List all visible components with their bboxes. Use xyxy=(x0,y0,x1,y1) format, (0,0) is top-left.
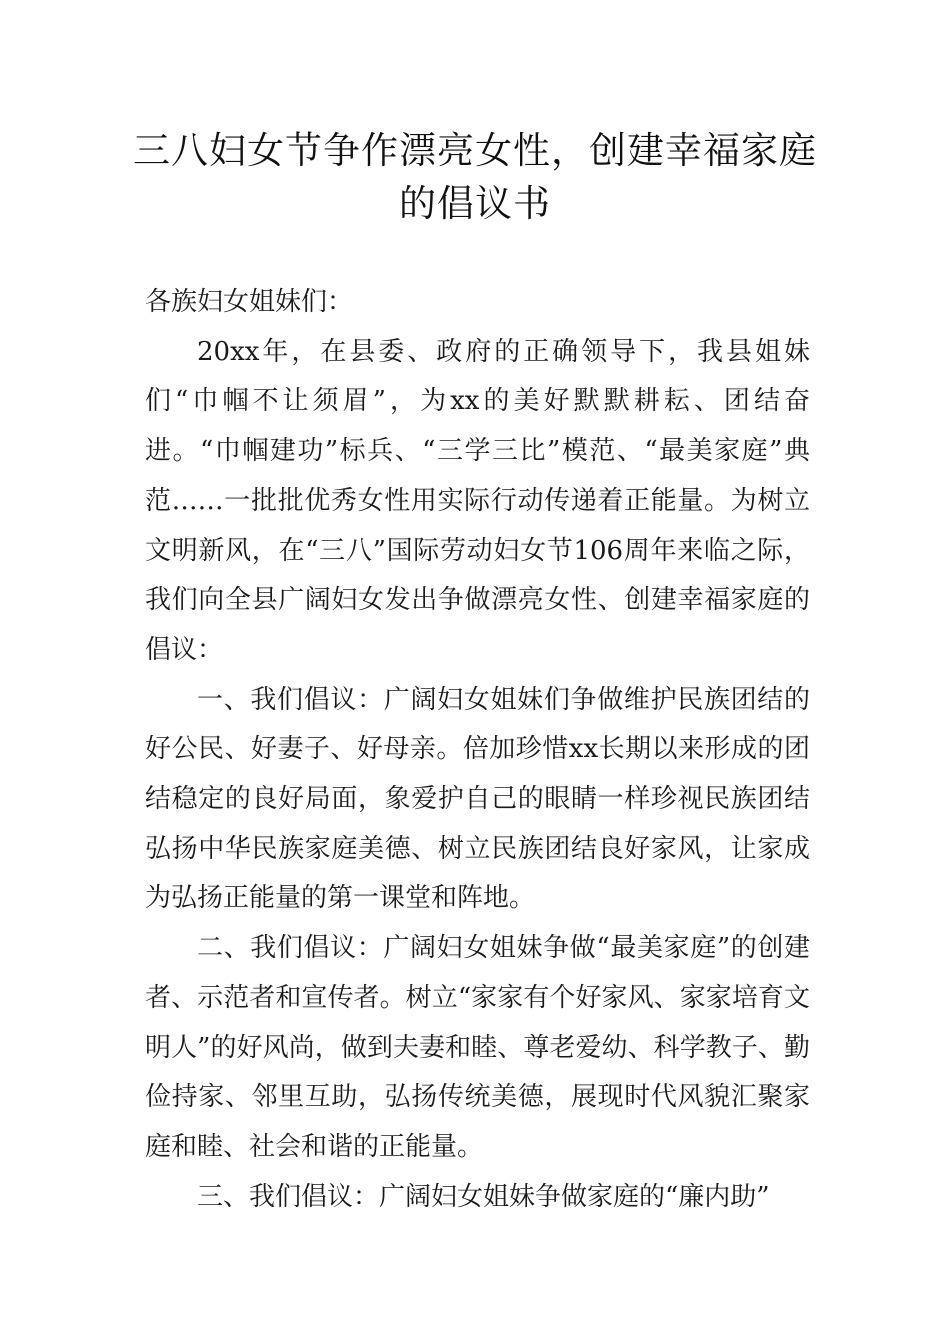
document-title xyxy=(120,124,830,230)
paragraph-proposal-2: 二、我们倡议：广阔妇女姐妹争做“最美家庭”的创建者、示范者和宣传者。树立“家家有个好家风、家家培育文明人”的好风尚，做到夫妻和睦、尊老爱幼、科学教子、勤俭持家、邻里互助，弘扬传统美德，展现时代风貌汇聚家庭和睦、社会和谐的正能量。 xyxy=(145,933,810,1162)
paragraph-proposal-3: 三、我们倡议：广阔妇女姐妹争做家庭的“廉内助” xyxy=(197,1181,770,1212)
title-line-2: 的倡议书 xyxy=(399,182,551,225)
document-body xyxy=(145,278,810,1222)
salutation: 各族妇女姐妹们： xyxy=(145,287,354,317)
title-line-1: 三八妇女节争作漂亮女性，创建幸福家庭 xyxy=(133,129,817,172)
paragraph-proposal-1: 一、我们倡议：广阔妇女姐妹们争做维护民族团结的好公民、好妻子、好母亲。倍加珍惜xx长期以来形成的团结稳定的良好局面，象爱护自己的眼睛一样珍视民族团结弘扬中华民族家庭美德、树立民族团结良好家风，让家成为弘扬正能量的第一课堂和阵地。 xyxy=(145,684,810,914)
paragraph-intro: 20xx年，在县委、政府的正确领导下，我县姐妹们“巾帼不让须眉”，为xx的美好默默耕耘、团结奋进。“巾帼建功”标兵、“三学三比”模范、“最美家庭”典范……一批批优秀女性用实际行动传递着正能量。为树立文明新风，在“三八”国际劳动妇女节106周年来临之际，我们向全县广阔妇女发出争做漂亮女性、创建幸福家庭的倡议： xyxy=(145,336,810,665)
